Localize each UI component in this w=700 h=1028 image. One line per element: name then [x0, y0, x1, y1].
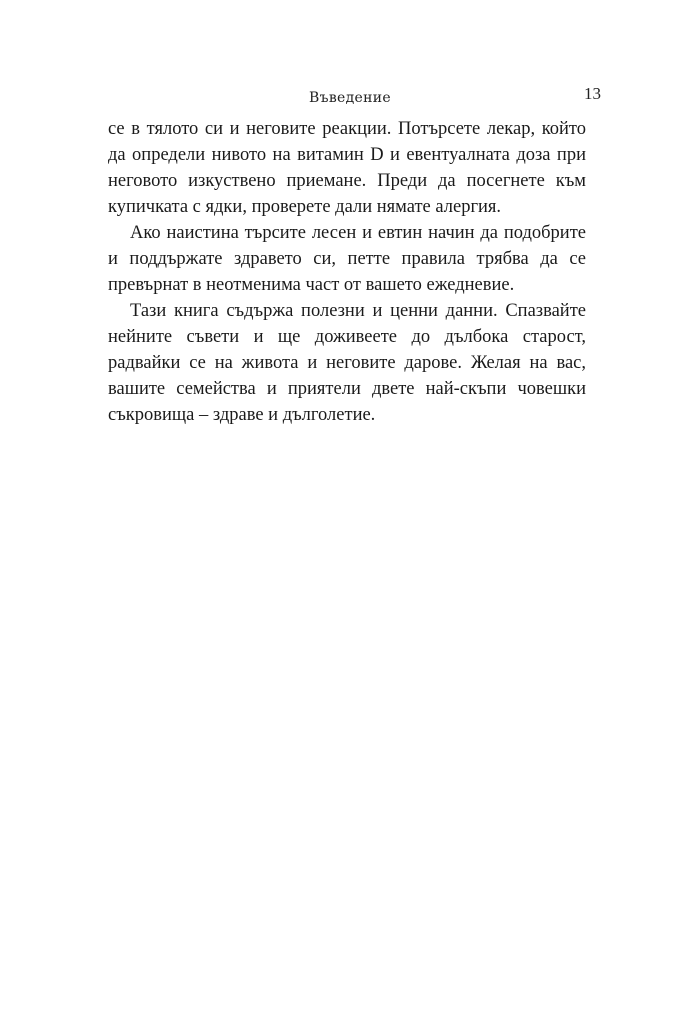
running-title: Въведение — [309, 90, 391, 106]
paragraph-2: Ако наистина търсите лесен и евтин начин да подобрите и поддържате здравето си, петте правила трябва да се превърнат в неотменима част от вашето ежедневие. — [108, 223, 586, 295]
page-number: 13 — [584, 84, 601, 103]
paragraph-3: Тази книга съдържа полезни и ценни данни. Спазвайте нейните съвети и ще доживеете до дълбока старост, радвайки се на живота и неговите дарове. Желая на вас, вашите семейства и приятели двете най-скъпи човешки съкровища – здраве и дълголетие. — [108, 301, 586, 425]
body-text — [108, 116, 586, 428]
paragraph-1: се в тялото си и неговите реакции. Потърсете лекар, който да определи нивото на витамин D и евентуалната доза при неговото изкуствено приемане. Преди да посегнете към купичката с ядки, проверете дали нямате алергия. — [108, 119, 586, 217]
